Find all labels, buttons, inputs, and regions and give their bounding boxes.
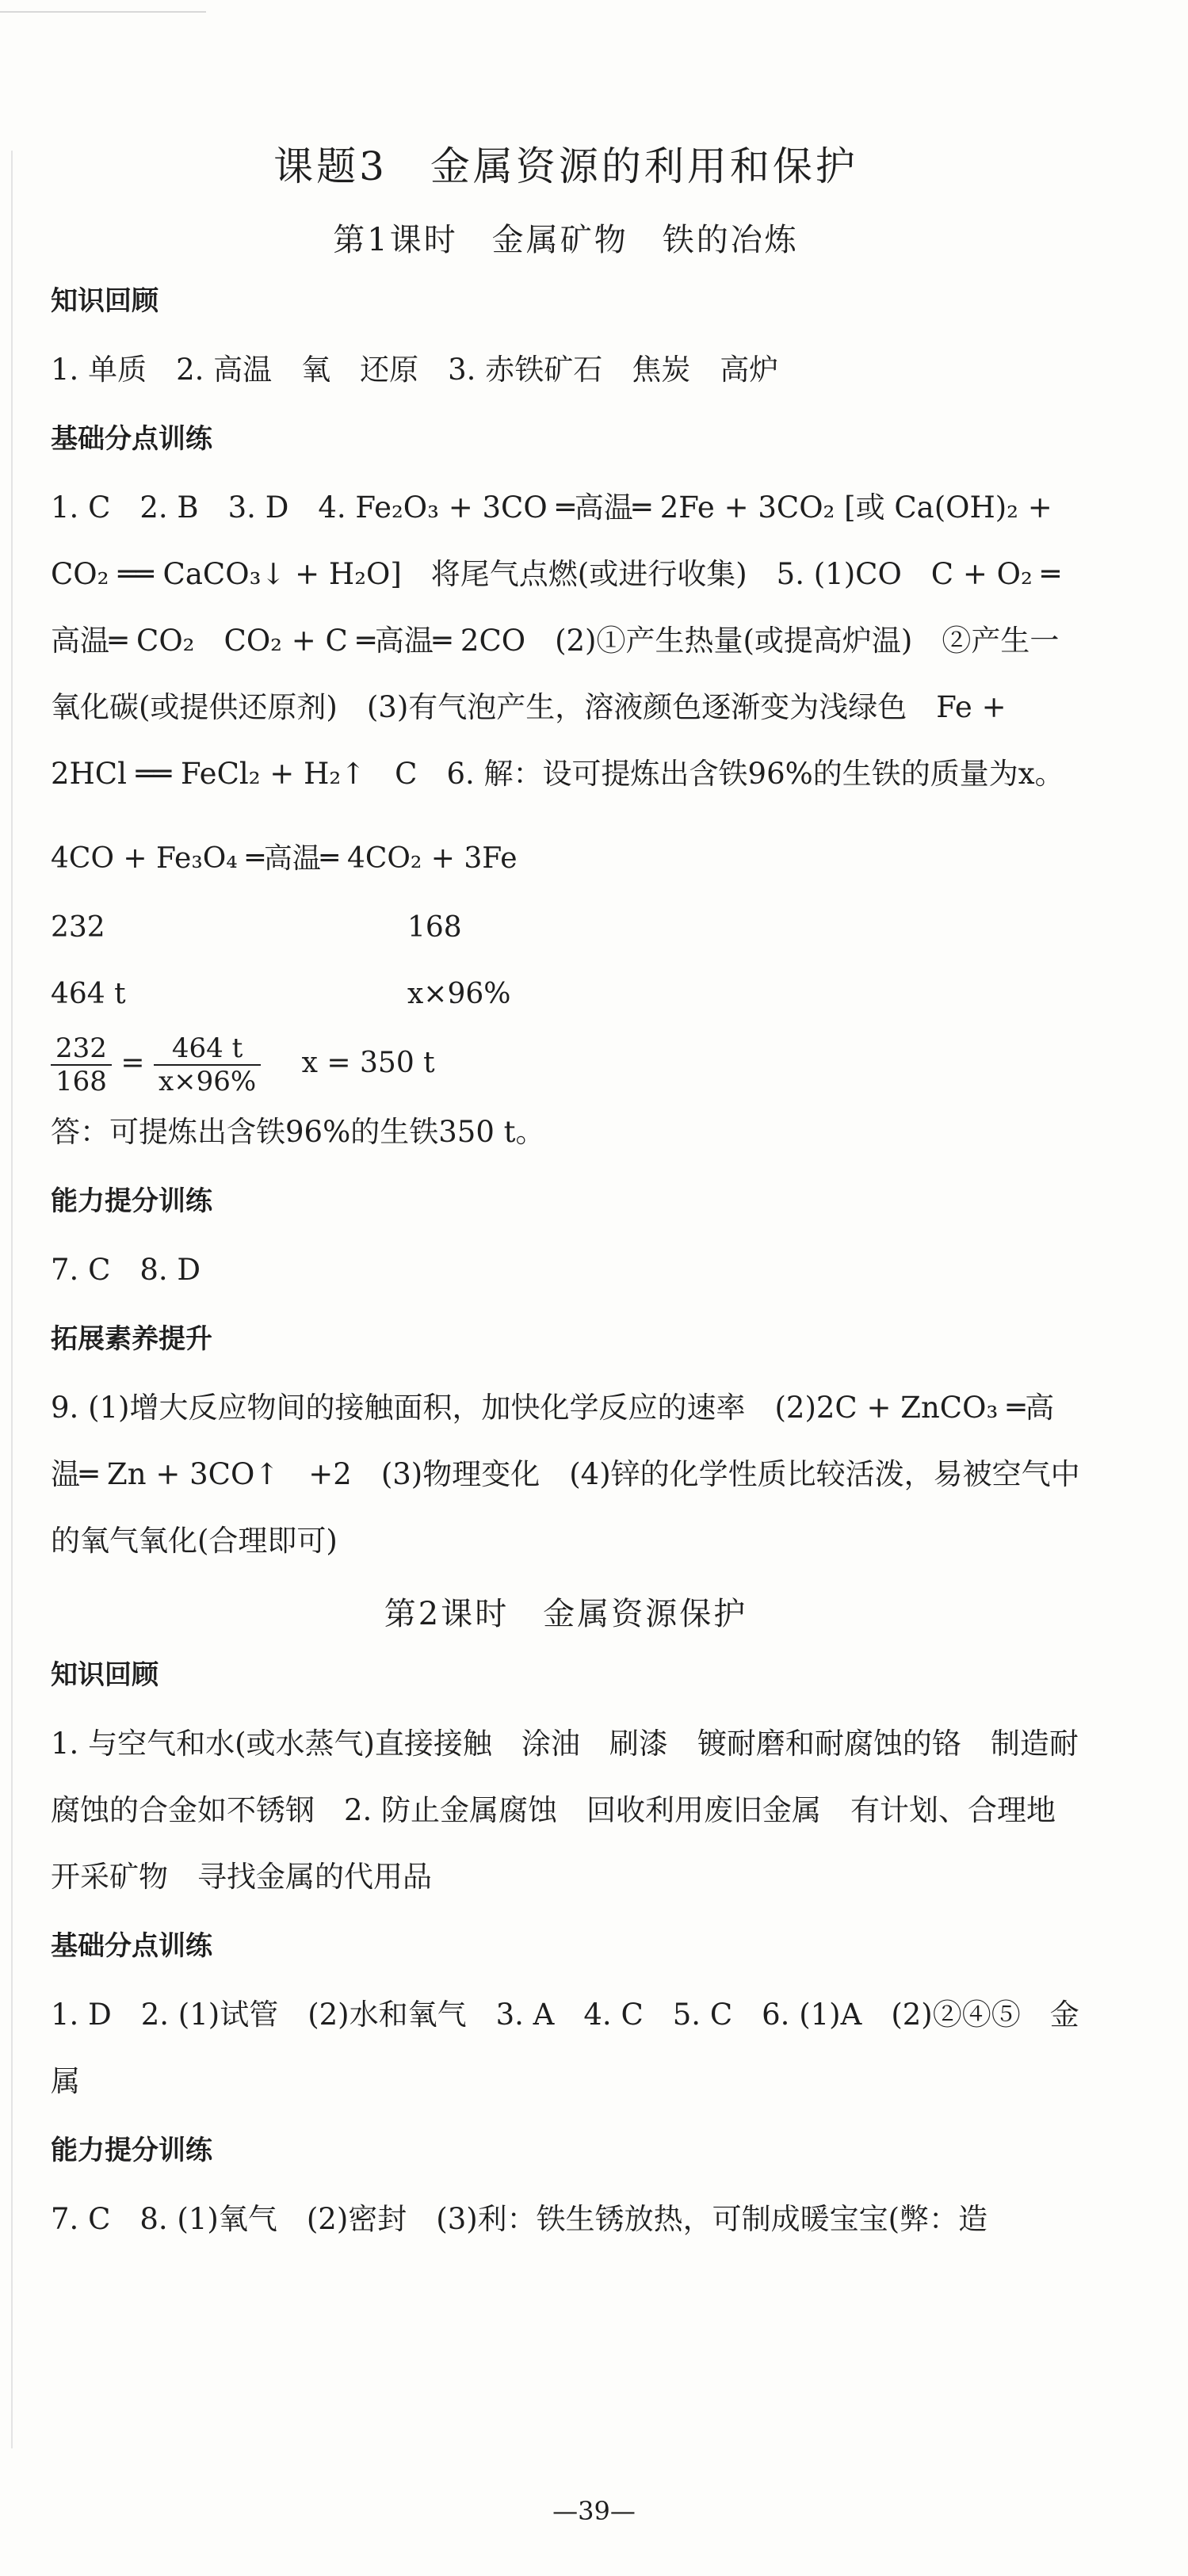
lesson1-basic-heading: 基础分点训练 <box>51 423 212 455</box>
lesson2-basic-heading: 基础分点训练 <box>51 1930 212 1962</box>
lesson1-ability-heading: 能力提分训练 <box>51 1185 212 1217</box>
calc-row2-right: x×96% <box>407 978 511 1010</box>
calc-result: x = 350 t <box>301 1047 435 1079</box>
lesson2-review-heading: 知识回顾 <box>51 1659 159 1691</box>
calc-row-molar <box>51 895 1081 961</box>
lesson1-review-heading: 知识回顾 <box>51 285 159 317</box>
top-rule <box>0 11 206 13</box>
lesson2-ability-answers: 7. C 8. (1)氧气 (2)密封 (3)利：铁生锈放热，可制成暖宝宝(弊：造 <box>51 2202 988 2236</box>
lesson1-review-answers: 1. 单质 2. 高温 氧 还原 3. 赤铁矿石 焦炭 高炉 <box>51 353 779 387</box>
lesson1-title: 第1课时 金属矿物 铁的冶炼 <box>333 222 799 258</box>
proportion-line: $\frac{232}{168}$ = $\frac{464 t}{x\times 96\%}$ x = 350 t <box>51 1028 1081 1099</box>
answer-page <box>51 139 1081 2269</box>
lesson2-title: 第2课时 金属资源保护 <box>384 1596 748 1632</box>
lesson1-expand-answers: 9. (1)增大反应物间的接触面积，加快化学反应的速率 (2)2C + ZnCO₃ ═高温═ Zn + 3CO↑ +2 (3)物理变化 (4)锌的化学性质比较活泼，易被空气中的氧气氧化(合理即可) <box>51 1391 1080 1558</box>
lesson2-basic-answers: 1. D 2. (1)试管 (2)水和氧气 3. A 4. C 5. C 6. (1)A (2)②④⑤ 金属 <box>51 1998 1079 2098</box>
fraction-right: $\frac{464 t}{x\times 96\%}$ <box>154 1032 261 1097</box>
calc-row1-right: 168 <box>407 911 462 944</box>
fraction-left: $\frac{232}{168}$ <box>51 1032 112 1097</box>
page-title: 课题3 金属资源的利用和保护 <box>273 143 858 189</box>
chemical-equation: 4CO + Fe₃O₄ ═高温═ 4CO₂ + 3Fe <box>51 842 518 875</box>
lesson2-ability-heading: 能力提分训练 <box>51 2135 212 2166</box>
lesson1-ability-answers: 7. C 8. D <box>51 1253 201 1287</box>
lesson1-expand-heading: 拓展素养提升 <box>51 1323 212 1355</box>
lesson1-basic-answers: 1. C 2. B 3. D 4. Fe₂O₃ + 3CO ═高温═ 2Fe + 3CO₂ [或 Ca(OH)₂ + CO₂ ══ CaCO₃↓ + H₂O] 将尾气点燃(或进行收集) 5. (1)CO C + O₂ ═高温═ CO₂ CO₂ + C ═高温═ 2CO (2)①产生热量(或提高炉温) ②产生一氧化碳(或提供还原剂) (3)有气泡产生，溶液颜色逐渐变为浅绿色 Fe + 2HCl ══ FeCl₂ + H₂↑ C 6. 解：设可提炼出含铁96%的生铁的质量为x。 <box>51 490 1064 791</box>
margin-rule <box>11 151 13 2448</box>
calc-row2-left: 464 t <box>51 978 126 1010</box>
lesson1-final-answer: 答：可提炼出含铁96%的生铁350 t。 <box>51 1115 545 1149</box>
calc-row1-left: 232 <box>51 911 105 944</box>
calc-row-mass <box>51 961 1081 1028</box>
lesson2-review-answers: 1. 与空气和水(或水蒸气)直接接触 涂油 刷漆 镀耐磨和耐腐蚀的铬 制造耐腐蚀的合金如不锈钢 2. 防止金属腐蚀 回收利用废旧金属 有计划、合理地开采矿物 寻找金属的代用品 <box>51 1727 1079 1894</box>
page-number: —39— <box>552 2496 636 2526</box>
